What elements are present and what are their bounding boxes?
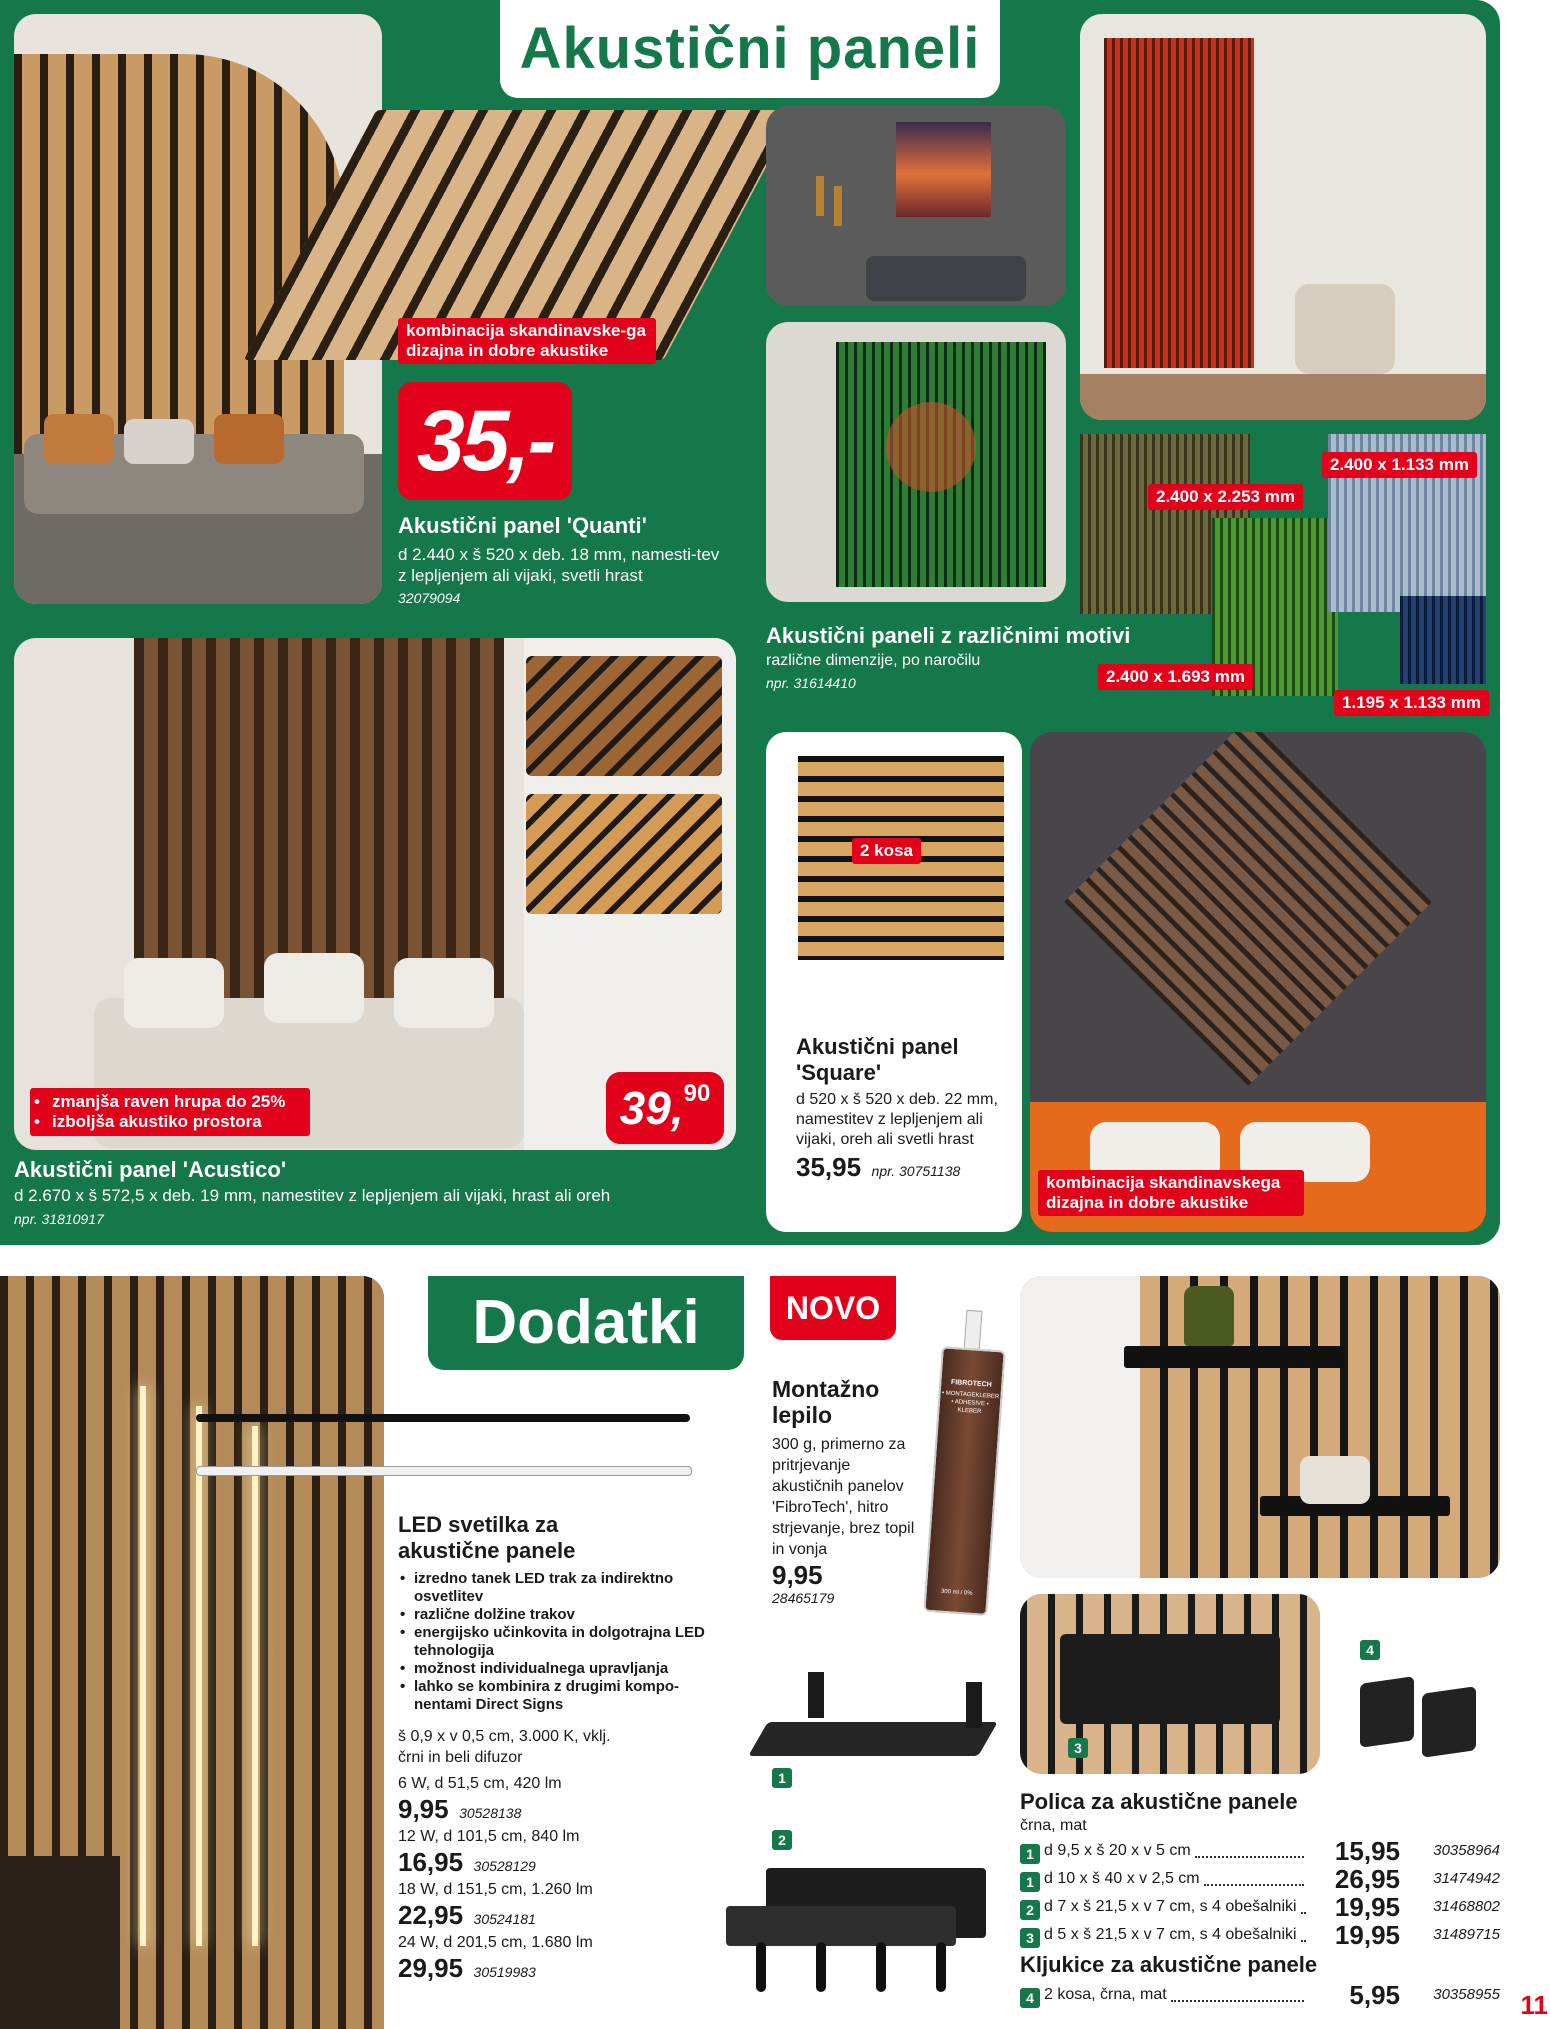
led-variant	[398, 1880, 728, 1931]
row-article: 30358955	[1433, 1986, 1500, 2003]
row-label: d 7 x š 21,5 x v 7 cm, s 4 obešalniki	[1044, 1898, 1297, 1915]
motivi-info	[766, 622, 1146, 694]
led-bullet: • izredno tanek LED trak za indirektno osvetlitev	[414, 1570, 728, 1606]
led-variant	[398, 1774, 728, 1825]
led-variant-article: 30528138	[459, 1805, 522, 1821]
quanti-feature-tag: kombinacija skandinavske-ga dizajna in dobre akustike	[398, 318, 656, 364]
motivi-name: Akustični paneli z različnimi motivi	[766, 623, 1131, 648]
polica-row	[1020, 1836, 1500, 1864]
section-title: Akustični paneli	[519, 16, 981, 81]
marker-1: 1	[772, 1768, 792, 1788]
shelf-lifestyle-photo	[1020, 1276, 1500, 1578]
tube-text: • MONTAGEKLEBER • ADHESIVE • KLEBER	[941, 1390, 1000, 1416]
kljukice-row	[1020, 1980, 1500, 2008]
square-price: 35,95	[796, 1152, 862, 1182]
quanti-desc: d 2.440 x š 520 x deb. 18 mm, namesti-tev z lepljenjem ali vijaki, svetli hrast	[398, 545, 720, 585]
led-strip-white	[196, 1466, 692, 1476]
row-article: 31489715	[1433, 1926, 1500, 1943]
section-title-tab	[500, 0, 1000, 98]
row-leader	[1204, 1884, 1304, 1886]
polica-name: Polica za akustične panele	[1020, 1789, 1298, 1814]
motivi-article: npr. 31614410	[766, 675, 856, 691]
lepilo-article: 28465179	[772, 1590, 835, 1606]
led-variant-label: 24 W, d 201,5 cm, 1.680 lm	[398, 1934, 593, 1951]
acustico-benefits-tag	[30, 1088, 310, 1136]
quanti-article: 32079094	[398, 590, 461, 606]
acustico-price-cents: 90	[683, 1080, 711, 1107]
motif-size-tag: 2.400 x 2.253 mm	[1148, 484, 1303, 510]
row-marker: 1	[1020, 1844, 1040, 1864]
led-variant-article: 30528129	[473, 1858, 536, 1874]
led-bullet: • različne dolžine trakov	[414, 1606, 728, 1624]
led-variant-article: 30524181	[473, 1911, 536, 1927]
marker-2: 2	[772, 1830, 792, 1850]
square-bedroom-photo	[1030, 732, 1486, 1232]
led-name: LED svetilka za akustične panele	[398, 1512, 576, 1563]
motif-living-room-photo	[766, 106, 1066, 306]
row-article: 30358964	[1433, 1842, 1500, 1859]
acustico-name: Akustični panel 'Acustico'	[14, 1157, 287, 1182]
polica-info	[1020, 1788, 1500, 2008]
dodatki-title: Dodatki	[472, 1288, 700, 1357]
polica-color: črna, mat	[1020, 1817, 1087, 1834]
square-info	[796, 1034, 1016, 1183]
led-variant-price: 16,95	[398, 1847, 464, 1877]
lepilo-desc: 300 g, primerno za pritrjevanje akustičnih panelov 'FibroTech', hitro strjevanje, brez topil in vonja	[772, 1436, 915, 1558]
row-label: d 10 x š 40 x v 2,5 cm	[1044, 1870, 1200, 1887]
row-article: 31468802	[1433, 1898, 1500, 1915]
acustico-price-main: 39,	[619, 1082, 684, 1134]
kljukice-name: Kljukice za akustične panele	[1020, 1952, 1318, 1977]
acustico-info	[14, 1156, 754, 1230]
tube-volume: 300 ml / 0%	[940, 1588, 973, 1597]
led-variant-price: 29,95	[398, 1953, 464, 1983]
led-spec: š 0,9 x v 0,5 cm, 3.000 K, vklj. črni in beli difuzor	[398, 1728, 611, 1766]
led-variant-label: 6 W, d 51,5 cm, 420 lm	[398, 1775, 562, 1792]
row-marker: 1	[1020, 1872, 1040, 1892]
hook-rail-photo	[1020, 1594, 1320, 1774]
row-price: 5,95	[1349, 1980, 1400, 2010]
row-marker: 3	[1020, 1928, 1040, 1948]
new-badge-label: NOVO	[785, 1290, 881, 1326]
acustico-benefit: zmanjša raven hrupa do 25%	[52, 1092, 286, 1111]
square-desc: d 520 x š 520 x deb. 22 mm, namestitev z lepljenjem ali vijaki, oreh ali svetli hrast	[796, 1091, 998, 1148]
square-name: Akustični panel 'Square'	[796, 1034, 959, 1085]
bullet-marks: • •	[34, 1092, 40, 1131]
row-label: d 9,5 x š 20 x v 5 cm	[1044, 1842, 1191, 1859]
motif-tall-poppy-photo	[1080, 14, 1486, 420]
quanti-name: Akustični panel 'Quanti'	[398, 513, 647, 538]
row-marker: 2	[1020, 1900, 1040, 1920]
led-bullets	[398, 1570, 728, 1714]
led-variant-price: 9,95	[398, 1794, 449, 1824]
lepilo-price: 9,95	[772, 1560, 823, 1590]
polica-row	[1020, 1920, 1500, 1948]
row-leader	[1301, 1940, 1304, 1942]
row-leader	[1195, 1856, 1304, 1858]
motivi-desc: različne dimenzije, po naročilu	[766, 652, 981, 669]
motif-night-swatch	[1400, 596, 1486, 684]
row-leader	[1301, 1912, 1304, 1914]
shelf-product-1-image	[748, 1662, 994, 1772]
polica-row	[1020, 1892, 1500, 1920]
led-bullet: • lahko se kombinira z drugimi kompo-nentami Direct Signs	[414, 1678, 728, 1714]
row-price: 19,95	[1334, 1892, 1400, 1922]
square-feature-tag: kombinacija skandinavskega dizajna in dobre akustike	[1038, 1170, 1304, 1216]
motif-size-tag: 1.195 x 1.133 mm	[1334, 690, 1489, 716]
led-variant	[398, 1827, 728, 1878]
row-label: d 5 x š 21,5 x v 7 cm, s 4 obešalniki	[1044, 1926, 1297, 1943]
marker-3: 3	[1068, 1738, 1088, 1758]
acustico-article: npr. 31810917	[14, 1211, 104, 1227]
led-variant-article: 30519983	[473, 1964, 536, 1980]
row-article: 31474942	[1433, 1870, 1500, 1887]
row-marker: 4	[1020, 1988, 1040, 2008]
acustico-sample-1	[526, 656, 722, 776]
wall-hooks-image	[1360, 1660, 1490, 1756]
led-strip-black	[196, 1414, 690, 1422]
led-variant-label: 12 W, d 101,5 cm, 840 lm	[398, 1828, 580, 1845]
acustico-price-box	[606, 1072, 724, 1144]
motif-plants-photo	[766, 322, 1066, 602]
led-variant-label: 18 W, d 151,5 cm, 1.260 lm	[398, 1881, 593, 1898]
tube-brand: FIBROTECH	[950, 1378, 992, 1389]
row-price: 26,95	[1334, 1864, 1400, 1894]
row-leader	[1171, 2000, 1304, 2002]
marker-4: 4	[1360, 1640, 1380, 1660]
new-badge	[770, 1276, 896, 1340]
dodatki-title-box	[428, 1276, 744, 1370]
row-label: 2 kosa, črna, mat	[1044, 1986, 1167, 2003]
row-price: 15,95	[1334, 1836, 1400, 1866]
led-bullet: • energijsko učinkovita in dolgotrajna LED tehnologija	[414, 1624, 728, 1660]
led-info	[398, 1512, 728, 1984]
quanti-price-box	[398, 382, 572, 500]
polica-row	[1020, 1864, 1500, 1892]
page-number: 11	[1520, 1990, 1548, 2020]
square-qty-tag: 2 kosa	[852, 838, 921, 864]
shelf-product-2-image	[726, 1846, 1002, 2016]
motif-size-tag: 2.400 x 1.133 mm	[1322, 452, 1477, 478]
row-price: 19,95	[1334, 1920, 1400, 1950]
square-article: npr. 30751138	[871, 1163, 961, 1179]
quanti-info	[398, 512, 728, 608]
acustico-benefit: izboljša akustiko prostora	[52, 1112, 262, 1131]
led-bullet: • možnost individualnega upravljanja	[414, 1660, 728, 1678]
led-variant-price: 22,95	[398, 1900, 464, 1930]
motif-size-tag: 2.400 x 1.693 mm	[1098, 664, 1253, 690]
lepilo-info	[772, 1376, 922, 1606]
quanti-price: 35,-	[416, 393, 554, 489]
lepilo-name: Montažno lepilo	[772, 1376, 880, 1428]
acustico-desc: d 2.670 x š 572,5 x deb. 19 mm, namestitev z lepljenjem ali vijaki, hrast ali oreh	[14, 1186, 611, 1205]
adhesive-tube-image	[920, 1308, 1009, 1612]
acustico-sample-2	[526, 794, 722, 914]
led-wall-photo	[0, 1276, 384, 2029]
led-variant	[398, 1933, 728, 1984]
